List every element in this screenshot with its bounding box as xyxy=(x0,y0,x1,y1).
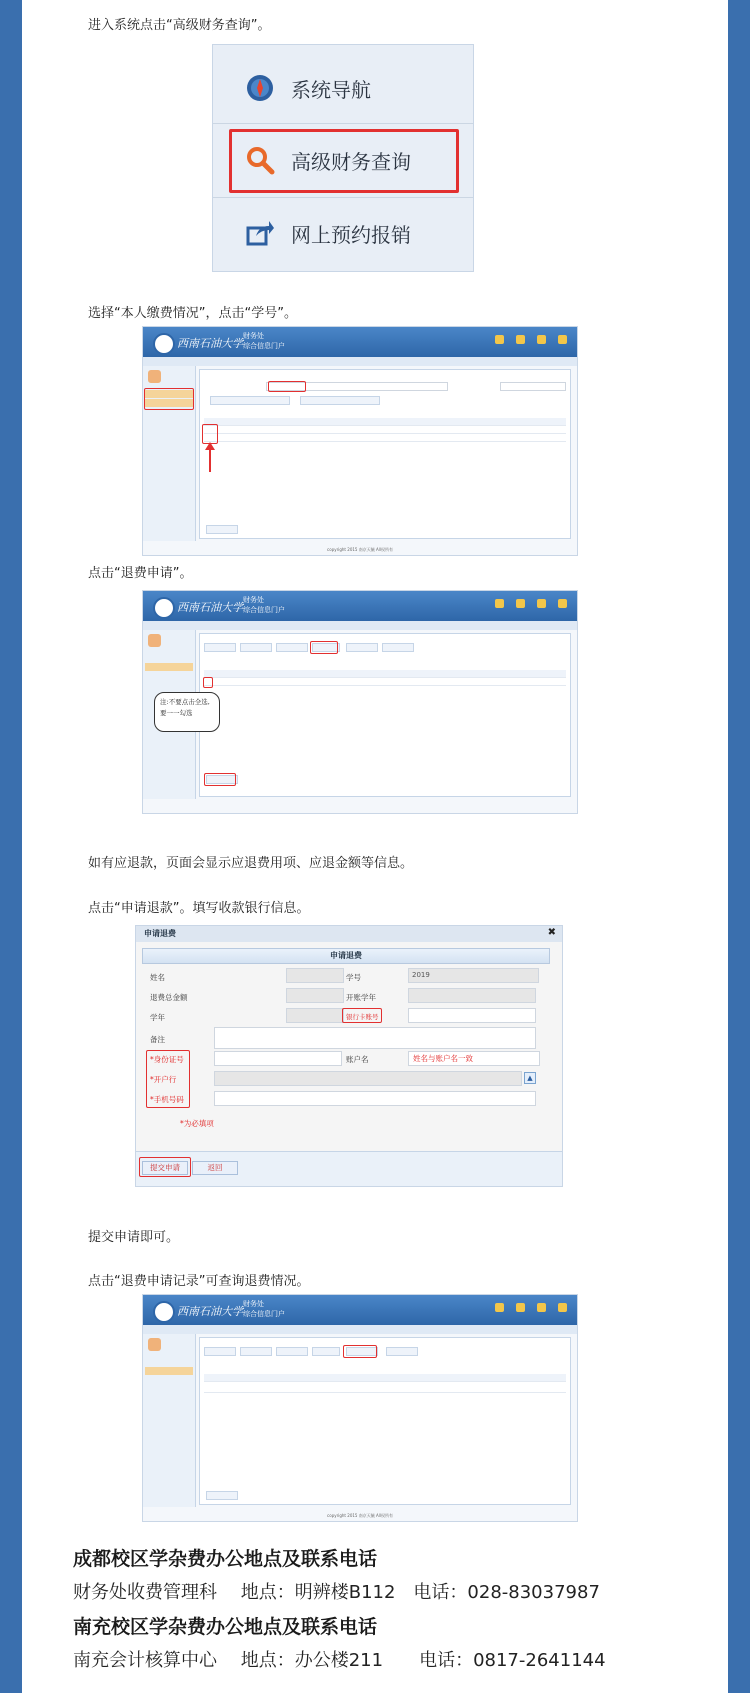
nav-label: 系统导航 xyxy=(291,77,371,102)
nav-item-advanced-query[interactable] xyxy=(213,125,473,195)
portal-header xyxy=(143,1295,577,1325)
tab[interactable] xyxy=(240,643,272,652)
dialog-footer xyxy=(136,1151,562,1186)
copyright: copyright 2015 南京天毓 All权所有 xyxy=(327,547,393,552)
name-label: 姓名 xyxy=(150,973,165,982)
step-2-text: 选择“本人缴费情况”，点击“学号”。 xyxy=(88,306,297,321)
highlight-box xyxy=(139,1157,191,1177)
refund-dialog xyxy=(135,925,563,1187)
highlight-box xyxy=(146,1050,190,1108)
tab[interactable] xyxy=(386,1347,418,1356)
main-panel xyxy=(199,1337,571,1505)
portal-header xyxy=(143,591,577,621)
arrow-up-icon xyxy=(204,442,216,474)
note-bubble: 注:不要点击全选,要一一勾选 xyxy=(154,692,220,732)
nav-label: 高级财务查询 xyxy=(291,149,411,174)
chevron-up-icon[interactable]: ▲ xyxy=(524,1072,536,1084)
main-panel xyxy=(160,633,571,797)
bank-account-input[interactable] xyxy=(408,1008,536,1023)
contact-line-chengdu: 财务处收费管理科 地点：明辨楼B112 电话：028-83037987 xyxy=(73,1582,600,1603)
main-panel xyxy=(199,369,571,539)
toolbar xyxy=(143,357,577,366)
highlight-box xyxy=(204,773,236,786)
sidebar-item[interactable] xyxy=(145,1367,193,1375)
highlight-box xyxy=(342,1008,382,1023)
header-links xyxy=(495,335,567,352)
sidebar xyxy=(143,366,196,541)
step-5-text: 点击“申请退款”。填写收款银行信息。 xyxy=(88,901,310,916)
header-links xyxy=(495,599,567,616)
start-year-label: 开账学年 xyxy=(346,993,376,1002)
header-links xyxy=(495,1303,567,1320)
year-label: 学年 xyxy=(150,1013,165,1022)
contact-line-nanchong: 南充会计核算中心 地点：办公楼211 电话：0817-2641144 xyxy=(73,1650,606,1671)
dialog-title: 申请退费 xyxy=(136,926,562,942)
table-header xyxy=(204,1374,566,1382)
system-name: 财务处 综合信息门户 xyxy=(243,596,285,614)
phone-label: *手机号码 xyxy=(150,1095,184,1104)
total-field xyxy=(286,988,344,1003)
account-name-label: 账户名 xyxy=(346,1055,369,1064)
tab[interactable] xyxy=(312,1347,340,1356)
required-note: *为必填项 xyxy=(180,1119,214,1128)
compass-icon xyxy=(243,71,277,105)
nav-menu-screenshot xyxy=(212,44,474,272)
bank-account-label: 银行卡账号 xyxy=(346,1013,379,1021)
back-button[interactable]: 返回 xyxy=(192,1161,238,1175)
system-name: 财务处 综合信息门户 xyxy=(243,1300,285,1318)
step-1-text: 进入系统点击“高级财务查询”。 xyxy=(88,18,271,33)
portal-screenshot-fee xyxy=(142,326,578,556)
tab[interactable] xyxy=(240,1347,272,1356)
total-label: 退费总金额 xyxy=(150,993,188,1002)
avatar xyxy=(148,370,161,383)
highlight-box xyxy=(229,129,459,193)
account-name-input[interactable]: 姓名与账户名一致 xyxy=(408,1051,540,1066)
system-name: 财务处 综合信息门户 xyxy=(243,332,285,350)
dialog-subtitle: 申请退费 xyxy=(142,948,550,964)
step-6-text: 提交申请即可。 xyxy=(88,1230,180,1245)
sidebar-item[interactable] xyxy=(145,654,193,662)
tab[interactable] xyxy=(204,1347,236,1356)
student-id-label: 学号 xyxy=(346,973,361,982)
avatar xyxy=(148,1338,161,1351)
school-name: 西南石油大学 xyxy=(177,601,243,614)
right-border xyxy=(728,0,750,1693)
start-year-field xyxy=(408,988,536,1003)
table-row xyxy=(204,426,566,434)
highlight-box xyxy=(268,381,306,392)
school-logo xyxy=(153,1301,175,1323)
close-icon[interactable]: ✖ xyxy=(547,927,556,938)
portal-header xyxy=(143,327,577,357)
sidebar-item[interactable] xyxy=(145,1358,193,1366)
portal-screenshot-records xyxy=(142,1294,578,1522)
sidebar xyxy=(143,1334,196,1507)
submit-button[interactable]: 提交申请 xyxy=(142,1161,188,1175)
export-button[interactable] xyxy=(300,396,380,405)
share-arrow-icon xyxy=(243,216,277,250)
table-row xyxy=(204,434,566,442)
highlight-box xyxy=(203,677,213,688)
table-row xyxy=(204,678,566,686)
sidebar-item[interactable] xyxy=(145,663,193,671)
school-logo xyxy=(153,333,175,355)
name-field xyxy=(286,968,344,983)
highlight-box xyxy=(144,388,194,410)
portal-screenshot-refund xyxy=(142,590,578,814)
remark-textarea[interactable] xyxy=(214,1027,536,1049)
nav-item-system[interactable] xyxy=(213,53,473,124)
step-4-text: 如有应退款，页面会显示应退费用项、应退金额等信息。 xyxy=(88,856,414,871)
left-border xyxy=(0,0,22,1693)
copyright: copyright 2015 南京天毓 All权所有 xyxy=(327,1513,393,1518)
highlight-box xyxy=(202,424,218,444)
highlight-box xyxy=(343,1345,377,1358)
phone-input[interactable] xyxy=(214,1091,536,1106)
tab[interactable] xyxy=(276,643,308,652)
year-field xyxy=(286,1008,344,1023)
contact-heading-nanchong: 南充校区学杂费办公地点及联系电话 xyxy=(73,1616,378,1638)
student-id-field: 2019 xyxy=(408,968,539,983)
bank-select[interactable] xyxy=(214,1071,522,1086)
bank-label: *开户行 xyxy=(150,1075,177,1084)
table-header xyxy=(204,418,566,426)
school-name: 西南石油大学 xyxy=(177,337,243,350)
page xyxy=(22,0,728,1693)
tab[interactable] xyxy=(276,1347,308,1356)
table-header xyxy=(204,670,566,678)
tab[interactable] xyxy=(382,643,414,652)
highlight-box xyxy=(310,641,338,654)
step-7-text: 点击“退费申请记录”可查询退费情况。 xyxy=(88,1274,310,1289)
nav-item-reimburse[interactable] xyxy=(213,197,473,268)
pager[interactable] xyxy=(206,525,238,534)
toolbar xyxy=(143,621,577,630)
nav-label: 网上预约报销 xyxy=(291,222,411,247)
table-row xyxy=(204,1382,566,1393)
select-year[interactable] xyxy=(500,382,566,391)
step-3-text: 点击“退费申请”。 xyxy=(88,566,193,581)
tab[interactable] xyxy=(204,643,236,652)
contact-heading-chengdu: 成都校区学杂费办公地点及联系电话 xyxy=(73,1548,378,1570)
query-button[interactable] xyxy=(210,396,290,405)
tab[interactable] xyxy=(346,643,378,652)
pager[interactable] xyxy=(206,1491,238,1500)
school-name: 西南石油大学 xyxy=(177,1305,243,1318)
id-card-label: *身份证号 xyxy=(150,1055,184,1064)
school-logo xyxy=(153,597,175,619)
id-card-input[interactable] xyxy=(214,1051,342,1066)
remark-label: 备注 xyxy=(150,1035,165,1044)
avatar xyxy=(148,634,161,647)
toolbar xyxy=(143,1325,577,1334)
